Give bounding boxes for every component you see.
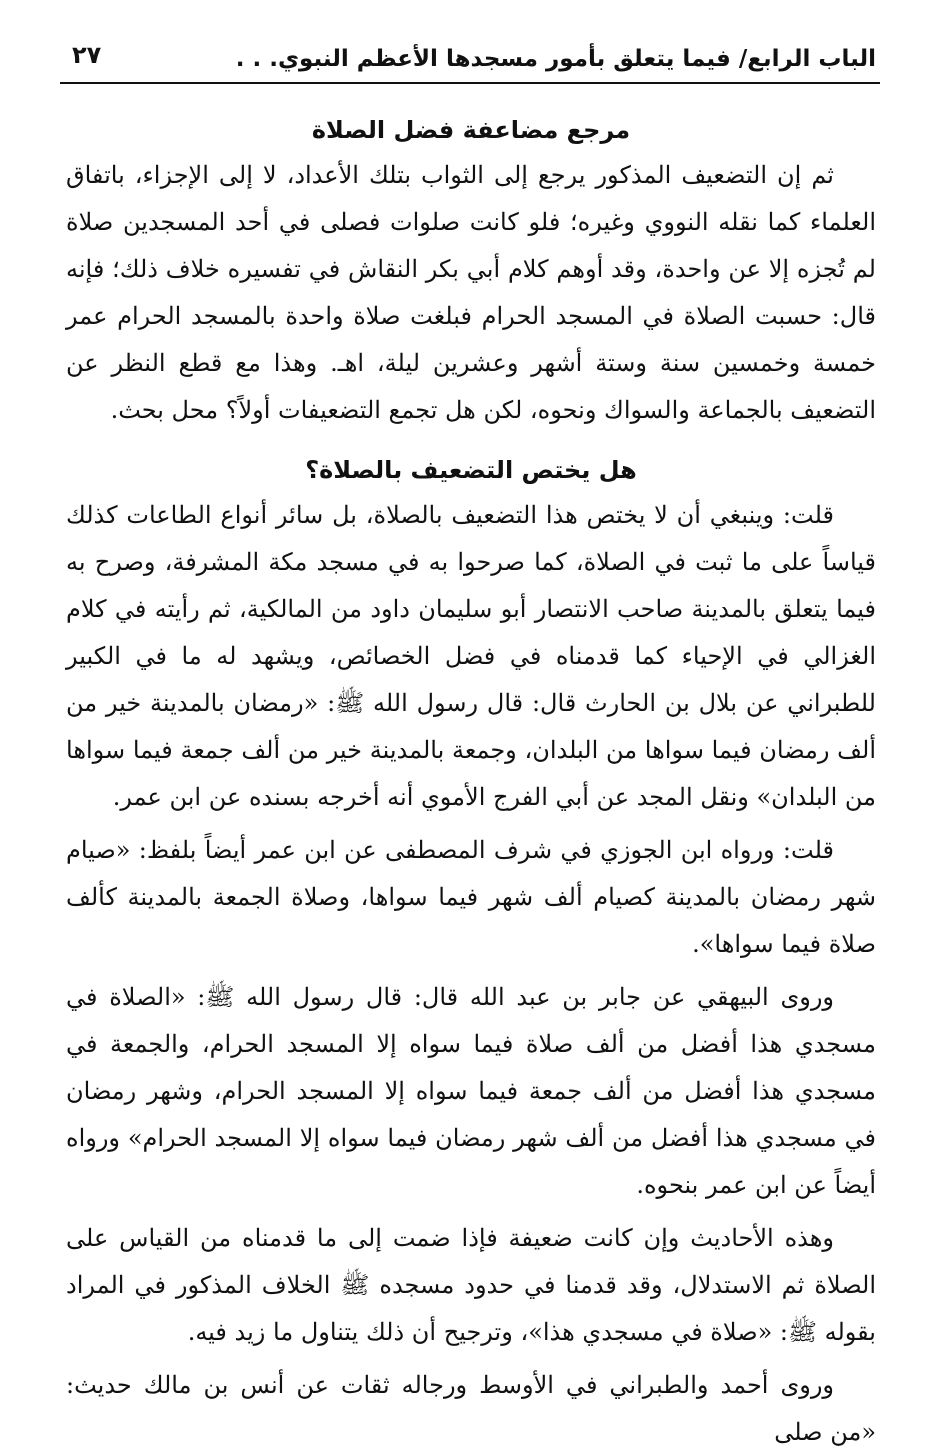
section-multiplication-scope — [66, 448, 876, 1456]
page-body — [66, 108, 876, 1456]
paragraph: قلت: ورواه ابن الجوزي في شرف المصطفى عن ابن عمر أيضاً بلفظ: «صيام شهر رمضان بالمدينة كصيام ألف شهر فيما سواها، وصلاة الجمعة بالمدينة كألف صلاة فيما سواها». — [66, 836, 876, 958]
paragraph: وروى أحمد والطبراني في الأوسط ورجاله ثقات عن أنس بن مالك حديث: «من صلى — [66, 1371, 876, 1446]
section-heading: مرجع مضاعفة فضل الصلاة — [311, 116, 631, 144]
page-number: ٢٧ — [72, 41, 102, 69]
section-heading: هل يختص التضعيف بالصلاة؟ — [305, 456, 637, 484]
paragraph: وروى البيهقي عن جابر بن عبد الله قال: قال رسول الله ﷺ: «الصلاة في مسجدي هذا أفضل من ألف صلاة فيما سواه إلا المسجد الحرام، والجمعة في مسجدي هذا أفضل من ألف جمعة فيما سواه إلا المسجد الحرام، وشهر رمضان في مسجدي هذا أفضل من ألف شهر رمضان فيما سواه إلا المسجد الحرام» ورواه أيضاً عن ابن عمر بنحوه. — [66, 983, 877, 1199]
running-header — [60, 34, 880, 84]
paragraph: قلت: وينبغي أن لا يختص هذا التضعيف بالصلاة، بل سائر أنواع الطاعات كذلك قياساً على ما ثبت في الصلاة، كما صرحوا به في مسجد مكة المشرفة، وصرح به فيما يتعلق بالمدينة صاحب الانتصار أبو سليمان داود من المالكية، ثم رأيته في كلام الغزالي في الإحياء كما قدمناه في فضل الخصائص، ويشهد له ما في الكبير للطبراني عن بلال بن الحارث قال: قال رسول الله ﷺ: «رمضان بالمدينة خير من ألف رمضان فيما سواها من البلدان، وجمعة بالمدينة خير من ألف جمعة فيما سواها من البلدان» ونقل المجد عن أبي الفرج الأموي أنه أخرجه بسنده عن ابن عمر. — [66, 501, 876, 811]
running-title: الباب الرابع/ فيما يتعلق بأمور مسجدها الأعظم النبوي. . . — [235, 46, 876, 72]
paragraph: ثم إن التضعيف المذكور يرجع إلى الثواب بتلك الأعداد، لا إلى الإجزاء، باتفاق العلماء كما نقله النووي وغيره؛ فلو كانت صلوات فصلى في أحد المسجدين صلاة لم تُجزه إلا عن واحدة، وقد أوهم كلام أبي بكر النقاش في تفسيره خلاف ذلك؛ فإنه قال: حسبت الصلاة في المسجد الحرام فبلغت صلاة واحدة بالمسجد الحرام عمر خمسة وخمسين سنة وستة أشهر وعشرين ليلة، اهـ. وهذا مع قطع النظر عن التضعيف بالجماعة والسواك ونحوه، لكن هل تجمع التضعيفات أولاً؟ محل بحث. — [66, 161, 876, 424]
paragraph: وهذه الأحاديث وإن كانت ضعيفة فإذا ضمت إلى ما قدمناه من القياس على الصلاة ثم الاستدلال، وقد قدمنا في حدود مسجده ﷺ الخلاف المذكور في المراد بقوله ﷺ: «صلاة في مسجدي هذا»، وترجيح أن ذلك يتناول ما زيد فيه. — [66, 1224, 876, 1346]
section-reward-multiplication — [66, 108, 876, 434]
